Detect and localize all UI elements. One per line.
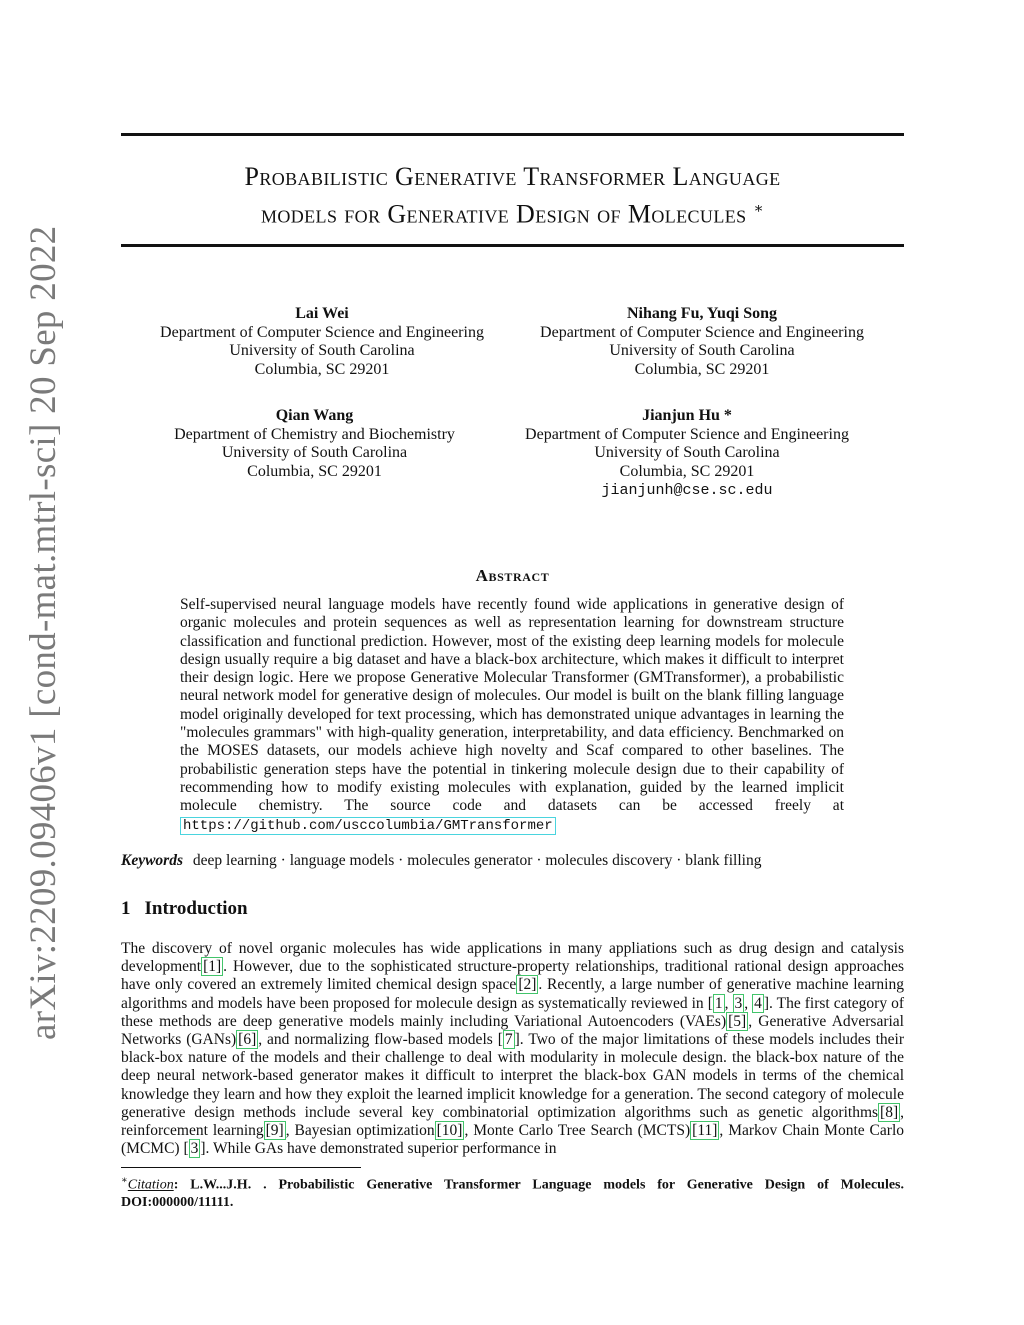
author-block-1 <box>152 305 492 379</box>
author-name: Qian Wang <box>275 407 354 424</box>
author-city: Columbia, SC 29201 <box>254 360 390 378</box>
footnote-label: Citation <box>127 1177 174 1193</box>
intro-text: , Generative Adversarial Networks (GANs) <box>121 1012 904 1049</box>
title-footnote-mark: ∗ <box>753 201 765 217</box>
citation-link[interactable]: [11] <box>692 1122 718 1140</box>
author-name: Jianjun Hu * <box>642 407 732 424</box>
citation-link[interactable]: 1 <box>714 994 723 1012</box>
footnote-text: : L.W...J.H. . Probabilistic Generative Transformer Language models for Generative Design of Molecules. DOI:000000/11111. <box>121 1177 904 1210</box>
section-heading <box>121 898 248 920</box>
intro-text: ]. The first category of these methods are deep generative models mainly including Variational Autoencoders (VAEs) <box>121 994 905 1030</box>
keywords-label: Keywords <box>121 852 183 869</box>
title-line-2 <box>121 193 904 231</box>
introduction-paragraph: The discovery of novel organic molecules has wide applications in many appliations such as drug design and catalysis development [1] . However, due to the sophisticated structure-property relationships, traditional rational design approaches have only covered an extremely limited chemical design space [2] . Recently, a large number of generative machine learning algorithms and models have been proposed for molecule design as systematically reviewed in [ 1 , 3 , 4 ]. The first category of these methods are deep generative models mainly including Variational Autoencoders (VAEs) [5] , Generative Adversarial Networks (GANs) [6] , and normalizing flow-based models [ 7 ]. Two of the major limitations of these models includes their black-box nature of the models and their challenge to deal with modularity in molecule design. the black-box nature of the deep neural network-based generator makes it difficult to interpret the black-box GAN models in terms of the chemical knowledge they learn and how they exploit the learned implicit knowledge for a generation. The second category of molecule generative design methods include several key combinatorial optimization algorithms such as genetic algorithms [8] , reinforcement learning [9] , Bayesian optimization [10] , Monte Carlo Tree Search (MCTS) [11] , Markov Chain Monte Carlo (MCMC) [ 3 ]. While GAs have demonstrated superior performance in <box>121 940 905 1158</box>
paper-title <box>121 160 904 231</box>
title-line-2-text: models for Generative Design of Molecules <box>260 199 747 229</box>
author-university: University of South Carolina <box>229 342 415 359</box>
intro-text: ]. Two of the major limitations of these models includes their black-box nature of the models and their challenge to deal with modularity in molecule design. the black-box nature of the deep neural network-based generator makes it difficult to interpret the black-box GAN models in terms of the chemical knowledge they learn and how they exploit the learned implicit knowledge for a generation. The second category of molecule generative design methods include several key combinatorial optimization algorithms such as genetic algorithms <box>121 1031 905 1121</box>
abstract-text: Self-supervised neural language models have recently found wide applications in generative design of organic molecules and protein sequences as well as representation learning for downstream structure classification and functional prediction. However, most of the existing deep learning models for molecule design usually require a big dataset and have a black-box architecture, which makes it difficult to interpret their design logic. Here we propose Generative Molecular Transformer (GMTransformer), a probabilistic neural network model for generative design of molecules. Our model is built on the blank filling language model originally developed for text processing, which has demonstrated unique advantages in learning the "molecules grammars" with high-quality generation, interpretability, and data efficiency. Benchmarked on the MOSES datasets, our models achieve high novelty and Scaf compared to other baselines. The probabilistic generation steps have the potential in tinkering molecule design due to their capability of recommending how to modify existing molecules with explanation, guided by the learned implicit molecule chemistry. The source code and datasets can be accessed freely at <box>180 596 844 815</box>
citation-link[interactable]: [2] <box>518 976 537 994</box>
intro-text: ]. While GAs have demonstrated superior performance in <box>200 1140 557 1158</box>
intro-text: , Monte Carlo Tree Search (MCTS) <box>464 1122 691 1140</box>
citation-link[interactable]: 3 <box>734 994 743 1012</box>
author-block-3 <box>152 407 477 481</box>
keywords-list: deep learning · language models · molecules generator · molecules discovery · blank filling <box>192 852 762 869</box>
github-link[interactable]: https://github.com/usccolumbia/GMTransformer <box>180 817 556 835</box>
author-email[interactable]: jianjunh@cse.sc.edu <box>601 482 773 499</box>
abstract-body <box>180 596 844 835</box>
intro-text: , reinforcement learning <box>121 1103 904 1140</box>
title-rule-top <box>121 133 904 136</box>
intro-text: The discovery of novel organic molecules has wide applications in many appliations such as drug design and catalysis development <box>121 940 904 976</box>
arxiv-identifier-stamp: arXiv:2209.09406v1 [cond-mat.mtrl-sci] 20 Sep 2022 <box>23 225 64 1040</box>
intro-text: , Markov Chain Monte Carlo (MCMC) [ <box>121 1122 904 1158</box>
intro-text: . However, due to the sophisticated structure-property relationships, traditional rational design approaches have only covered an extremely limited chemical design space <box>121 958 904 994</box>
author-department: Department of Computer Science and Engineering <box>160 323 484 341</box>
author-university: University of South Carolina <box>594 444 780 461</box>
section-title: Introduction <box>144 898 248 919</box>
author-city: Columbia, SC 29201 <box>634 360 770 378</box>
footnote-mark: ∗ <box>121 1175 128 1186</box>
citation-link[interactable]: [6] <box>238 1031 257 1049</box>
author-department: Department of Computer Science and Engineering <box>525 425 849 443</box>
citation-link[interactable]: 7 <box>504 1031 513 1049</box>
intro-text: , and normalizing flow-based models [ <box>258 1031 503 1049</box>
title-rule-bottom <box>121 244 904 247</box>
author-name: Lai Wei <box>295 305 349 322</box>
citation-link[interactable]: [8] <box>880 1103 899 1121</box>
citation-link[interactable]: [5] <box>728 1012 747 1030</box>
author-name: Nihang Fu, Yuqi Song <box>627 305 777 322</box>
author-department: Department of Computer Science and Engineering <box>540 323 864 341</box>
keywords-line <box>121 852 761 870</box>
author-department: Department of Chemistry and Biochemistry <box>174 425 455 443</box>
author-block-2 <box>532 305 872 379</box>
citation-link[interactable]: 3 <box>190 1140 199 1158</box>
author-university: University of South Carolina <box>609 342 795 359</box>
title-line-1: Probabilistic Generative Transformer Language <box>244 162 781 191</box>
intro-text: . Recently, a large number of generative machine learning algorithms and models have been proposed for molecule design as systematically reviewed in [ <box>121 976 904 1012</box>
author-city: Columbia, SC 29201 <box>619 462 755 480</box>
intro-text: , Bayesian optimization <box>285 1122 435 1140</box>
citation-link[interactable]: [1] <box>203 958 222 976</box>
author-block-4 <box>517 407 857 501</box>
citation-link[interactable]: 4 <box>754 994 762 1012</box>
author-university: University of South Carolina <box>221 444 408 461</box>
footnote-divider <box>121 1167 361 1168</box>
abstract-heading: Abstract <box>475 566 550 585</box>
citation-footnote <box>121 1172 904 1211</box>
section-number: 1 <box>121 898 131 919</box>
citation-link[interactable]: [10] <box>436 1122 463 1140</box>
author-city: Columbia, SC 29201 <box>247 462 382 480</box>
citation-link[interactable]: [9] <box>265 1122 284 1140</box>
